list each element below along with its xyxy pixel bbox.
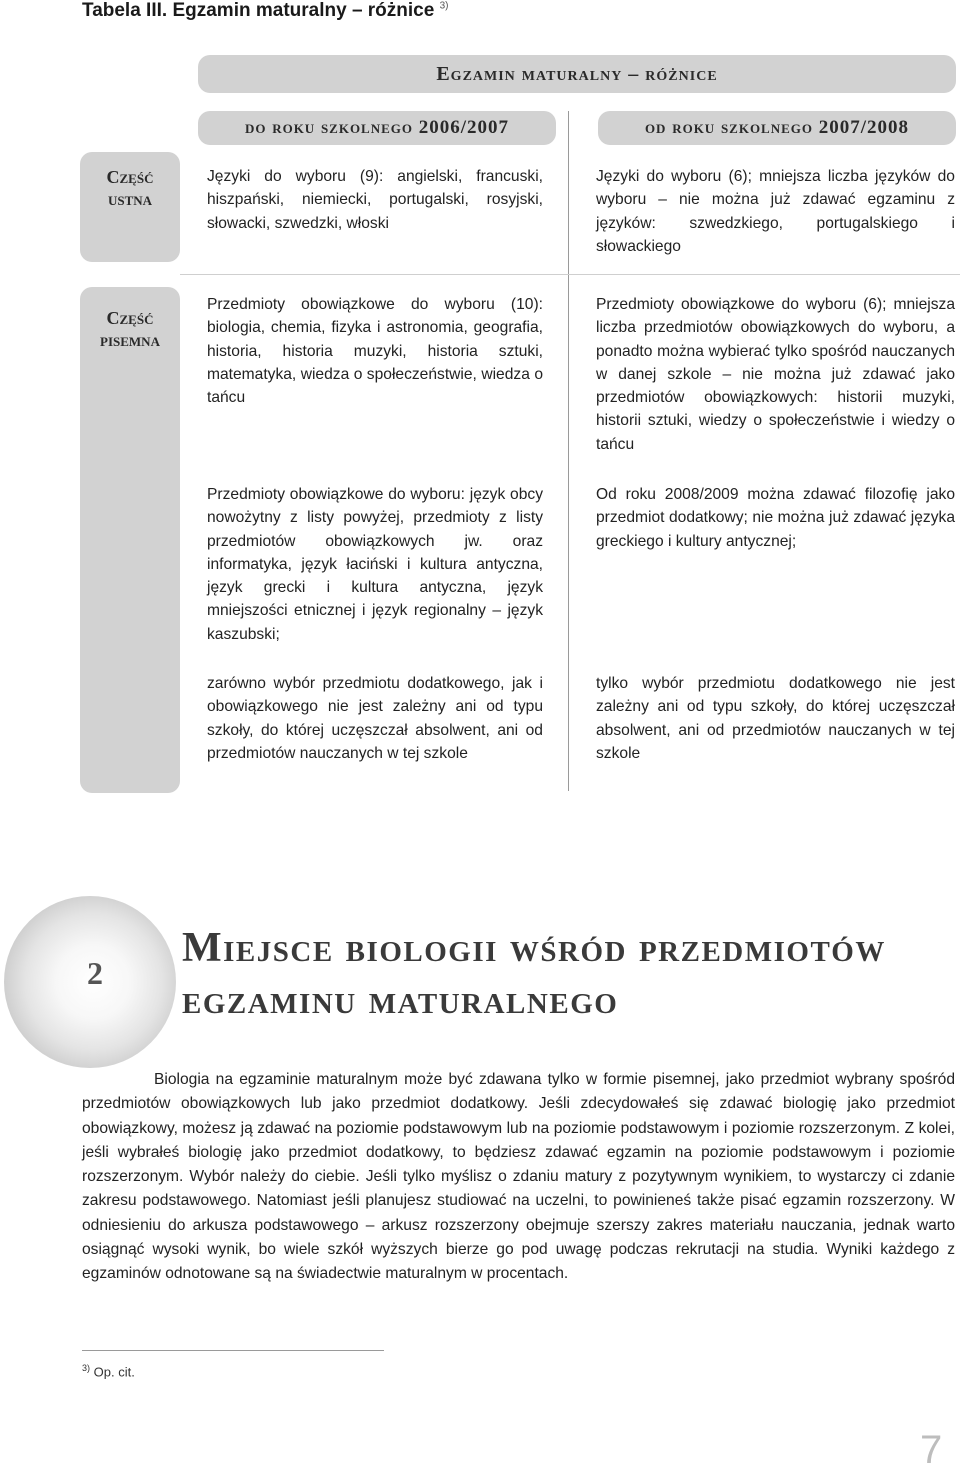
footnote-rule — [82, 1350, 384, 1351]
pisemna-right-block-2: Od roku 2008/2009 można zdawać filozofię jako przedmiot dodatkowy; nie można już zdawać języka greckiego i kultury antycznej; — [596, 486, 955, 550]
row-label-pisemna-line1: Część — [106, 308, 154, 328]
pisemna-left-block-1: Przedmioty obowiązkowe do wyboru (10): biologia, chemia, fizyka i astronomia, geografia, historia, historia muzyki, historia sztuki, matematyka, wiedza o społeczeństwie, wiedza o tańcu — [207, 296, 543, 407]
chapter-title-line2: egzaminu maturalnego — [182, 977, 619, 1023]
table-main-header: Egzamin maturalny – różnice — [198, 55, 956, 93]
row-label-ustna-line2: ustna — [107, 189, 153, 209]
table-title — [82, 0, 449, 22]
column-header-right: od roku szkolnego 2007/2008 — [598, 111, 956, 145]
column-divider — [568, 111, 569, 791]
footnote — [82, 1363, 135, 1379]
body-paragraph: Biologia na egzaminie maturalnym może być zdawana tylko w formie pisemnej, jako przedmiot wybrany spośród przedmiotów obowiązkowych lub jako przedmiot dodatkowy. Jeśli zdecydowałeś się zdawać biologię jako przedmiot obowiązkowy, możesz ją zdawać na poziomie podstawowym lub na poziomie podstawowym i poziomie rozszerzonym. Z kolei, jeśli wybrałeś biologię jako przedmiot dodatkowy, to będziesz zdawać egzamin na poziomie podstawowym i poziomie rozszerzonym. Wybór należy do ciebie. Jeśli tylko myślisz o zdaniu matury z pozytywnym wynikiem, to wystarczy ci zdanie zakresu podstawowego. Natomiast jeśli planujesz studiować na uczelni, to powinieneś także pisać egzamin rozszerzony. W odniesieniu do arkusza podstawowego – arkusz rozszerzony obejmuje szerszy zakres materiału nauczania, jednak warto osiągnąć wysoki wynik, bo wiele szkół wyższych bierze go pod uwagę podczas rekrutacji na studia. Wyniki każdego z egzaminów odnotowane są na świadectwie maturalnym w procentach. — [82, 1071, 955, 1283]
row-label-pisemna-line2: pisemna — [100, 330, 160, 350]
footnote-text: Op. cit. — [93, 1364, 135, 1380]
ustna-left-cell: Języki do wyboru (9): angielski, francuski, hiszpański, niemiecki, portugalski, rosyjski, słowacki, szwedzki, włoski — [207, 168, 543, 232]
page-number: 7 — [920, 1428, 943, 1472]
ustna-right-cell: Języki do wyboru (6); mniejsza liczba języków do wyboru – nie można już zdawać egzaminu z języków: szwedzkiego, portugalskiego i słowackiego — [596, 168, 955, 255]
row-label-pisemna — [80, 287, 180, 793]
footnote-marker: 3) — [82, 1363, 91, 1373]
pisemna-right-block-1: Przedmioty obowiązkowe do wyboru (6); mniejsza liczba przedmiotów obowiązkowych do wyboru, a ponadto można wybierać tylko spośród nauczanych w danej szkole – nie można już zdawać jako przedmiotów obowiązkowych: historii muzyki, historii sztuki, wiedzy o społeczeństwie i wiedzy o tańcu — [596, 296, 955, 453]
chapter-number: 2 — [87, 955, 103, 991]
pisemna-left-block-3: zarówno wybór przedmiotu dodatkowego, jak i obowiązkowego nie jest zależny ani od typu szkoły, do której uczęszczał absolwent, ani od przedmiotów nauczanych w tej szkole — [207, 675, 543, 762]
pisemna-left-block-2: Przedmioty obowiązkowe do wyboru: język obcy nowożytny z listy powyżej, przedmioty z listy przedmiotów obowiązkowych jw. oraz informatyka, język łaciński i kultura antyczna, język grecki i kultura antyczna, język mniejszości etnicznej i język regionalny – język kaszubski; — [207, 486, 543, 643]
table-title-text: Tabela III. Egzamin maturalny – różnice — [82, 0, 435, 21]
pisemna-right-block-3: tylko wybór przedmiotu dodatkowego nie jest zależny ani od typu szkoły, do której uczęszczał absolwent, ani od przedmiotów nauczanych w tej szkole — [596, 675, 955, 762]
row-label-ustna-line1: Część — [106, 167, 154, 187]
row-label-ustna — [80, 152, 180, 262]
chapter-title — [182, 922, 957, 1026]
row-separator — [180, 274, 960, 275]
chapter-title-line1: Miejsce biologii wśród przedmiotów — [182, 925, 886, 971]
column-header-left: do roku szkolnego 2006/2007 — [198, 111, 556, 145]
table-title-footnote-ref: 3) — [439, 0, 449, 12]
